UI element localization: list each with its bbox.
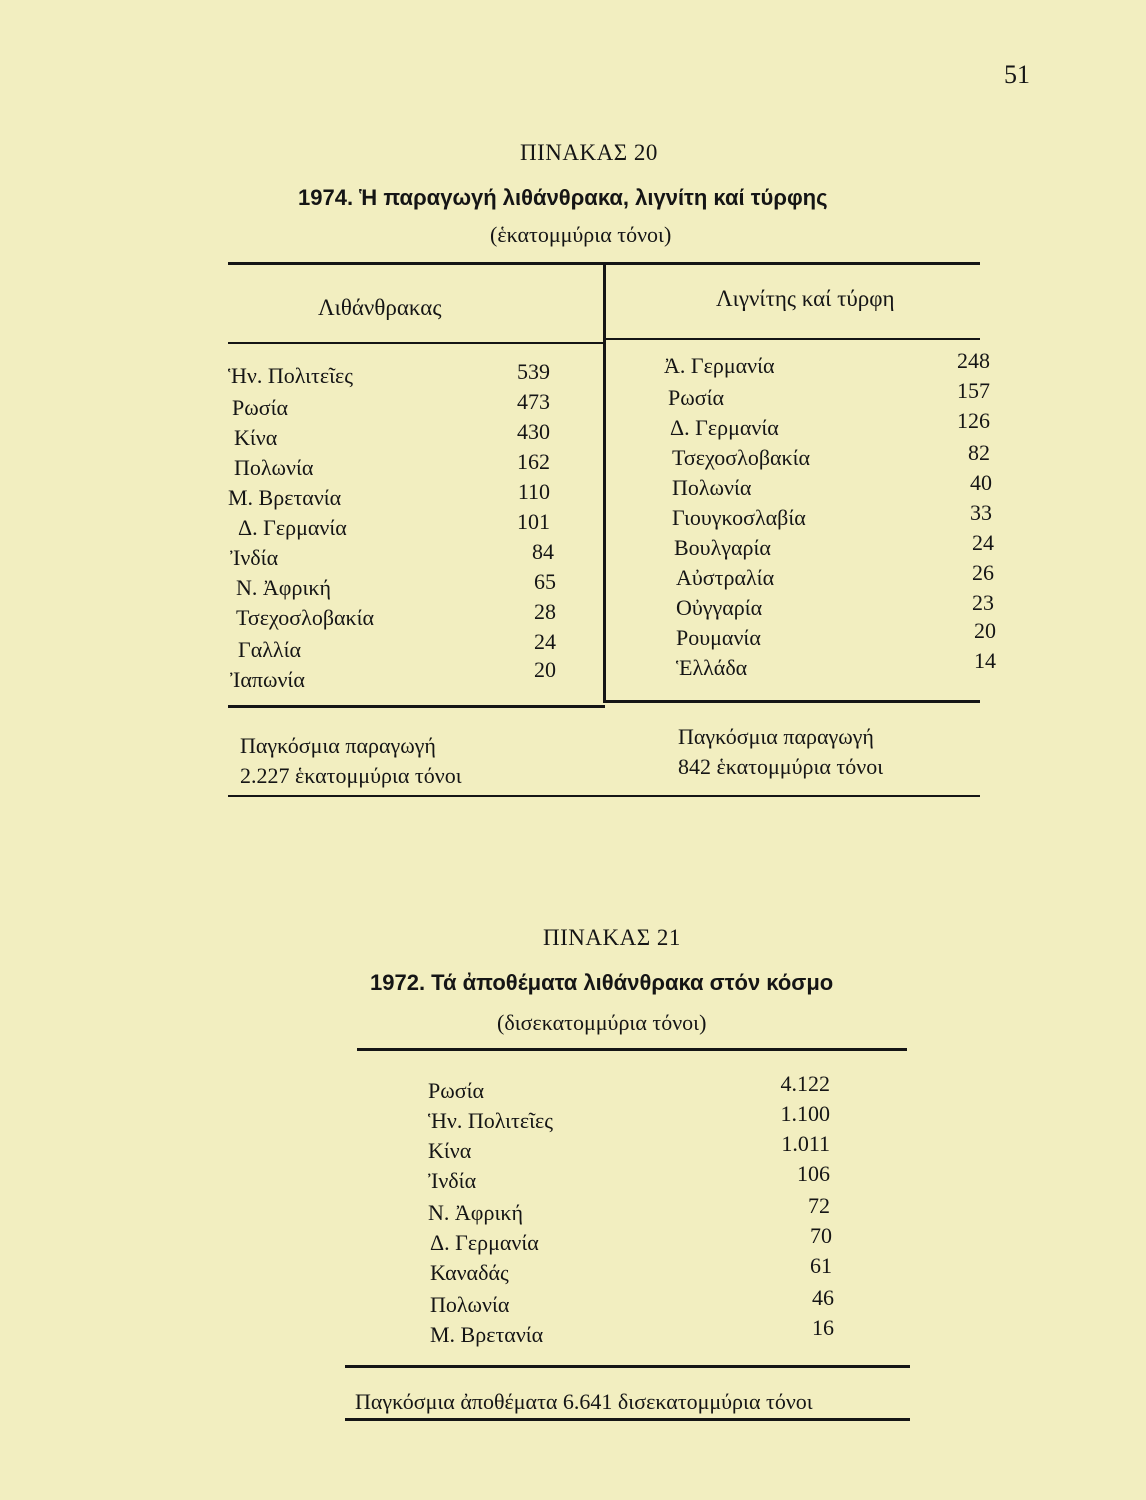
list-item: Δ. Γερμανία <box>670 415 779 440</box>
list-item-value: 84 <box>532 539 554 564</box>
list-item-value: 26 <box>972 560 994 585</box>
list-item: Ρουμανία <box>676 625 761 650</box>
list-item: Ρωσία <box>232 395 289 420</box>
list-item-value: 20 <box>974 618 996 643</box>
table-row-value: 72 <box>808 1193 830 1218</box>
table-20-title: 1974. Ἡ παραγωγή λιθάνθρακα, λιγνίτη καί τύρφης <box>298 185 828 210</box>
list-item: Οὐγγαρία <box>676 595 763 620</box>
table-20-bottom-rule-right <box>603 700 980 703</box>
list-item: Ἰνδία <box>230 545 279 570</box>
table-20-right-total-value: 842 ἑκατομμύρια τόνοι <box>678 754 884 779</box>
table-20-left-total-label: Παγκόσμια παραγωγή <box>240 733 436 758</box>
table-row: Καναδάς <box>430 1260 509 1285</box>
table-20-left-total-value: 2.227 ἑκατομμύρια τόνοι <box>240 763 462 788</box>
table-20-column-divider <box>603 262 606 702</box>
list-item: Ρωσία <box>668 385 725 410</box>
list-item: Δ. Γερμανία <box>238 515 347 540</box>
list-item-value: 248 <box>957 348 990 373</box>
table-20-left-total <box>240 731 462 791</box>
list-item: Ἀ. Γερμανία <box>664 353 775 378</box>
table-row: Ν. Ἀφρική <box>428 1200 523 1225</box>
table-20-right-total-label: Παγκόσμια παραγωγή <box>678 724 874 749</box>
list-item: Αὐστραλία <box>676 565 775 590</box>
list-item: Γιουγκοσλαβία <box>672 505 806 530</box>
table-20-header-rule-left <box>228 342 605 344</box>
table-20-end-rule <box>228 795 980 797</box>
list-item-value: 24 <box>534 629 556 654</box>
list-item-value: 40 <box>970 470 992 495</box>
table-21-label: ΠΙΝΑΚΑΣ 21 <box>543 925 681 950</box>
list-item-value: 23 <box>972 590 994 615</box>
table-20-subtitle: (ἑκατομμύρια τόνοι) <box>490 222 672 247</box>
list-item-value: 539 <box>517 359 550 384</box>
list-item-value: 430 <box>517 419 550 444</box>
table-20-header-rule-right <box>603 338 980 340</box>
list-item: Πολωνία <box>672 475 752 500</box>
page-number: 51 <box>1004 60 1030 89</box>
list-item-value: 65 <box>534 569 556 594</box>
table-20-left-header: Λιθάνθρακας <box>318 295 442 320</box>
table-21-subtitle: (δισεκατομμύρια τόνοι) <box>497 1010 707 1035</box>
table-row: Πολωνία <box>430 1292 510 1317</box>
list-item-value: 162 <box>517 449 550 474</box>
table-20-label: ΠΙΝΑΚΑΣ 20 <box>520 140 658 165</box>
list-item: Τσεχοσλοβακία <box>236 605 375 630</box>
list-item-value: 20 <box>534 657 556 682</box>
list-item: Βουλγαρία <box>674 535 771 560</box>
table-row: Δ. Γερμανία <box>430 1230 539 1255</box>
table-row: Ἡν. Πολιτεῖες <box>428 1108 554 1133</box>
table-20-right-total <box>678 722 883 782</box>
list-item: Ἑλλάδα <box>676 655 748 680</box>
list-item: Μ. Βρετανία <box>228 485 342 510</box>
table-row-value: 70 <box>810 1223 832 1248</box>
table-row-value: 1.100 <box>780 1101 830 1126</box>
list-item-value: 101 <box>517 509 550 534</box>
list-item-value: 33 <box>970 500 992 525</box>
list-item-value: 28 <box>534 599 556 624</box>
table-row: Κίνα <box>428 1138 472 1163</box>
table-row: Μ. Βρετανία <box>430 1322 544 1347</box>
table-21-bottom-rule <box>345 1418 910 1421</box>
list-item-value: 473 <box>517 389 550 414</box>
list-item-value: 157 <box>957 378 990 403</box>
table-21-top-rule <box>357 1048 907 1051</box>
table-row-value: 46 <box>812 1285 834 1310</box>
table-row: Ρωσία <box>428 1078 485 1103</box>
list-item-value: 110 <box>517 479 550 504</box>
list-item-value: 82 <box>968 440 990 465</box>
table-21-title: 1972. Τά ἀποθέματα λιθάνθρακα στόν κόσμο <box>370 970 834 995</box>
list-item-value: 126 <box>957 408 990 433</box>
list-item-value: 14 <box>974 648 996 673</box>
list-item: Πολωνία <box>234 455 314 480</box>
list-item: Γαλλία <box>238 637 302 662</box>
table-21-total-top-rule <box>345 1365 910 1368</box>
table-row-value: 16 <box>812 1315 834 1340</box>
table-row: Ἰνδία <box>428 1168 477 1193</box>
list-item: Ἡν. Πολιτεῖες <box>228 363 354 388</box>
list-item: Τσεχοσλοβακία <box>672 445 811 470</box>
list-item: Ἰαπωνία <box>230 667 305 692</box>
list-item-value: 24 <box>972 530 994 555</box>
list-item: Ν. Ἀφρική <box>236 575 331 600</box>
table-row-value: 4.122 <box>780 1071 830 1096</box>
table-20-right-header: Λιγνίτης καί τύρφη <box>716 286 895 311</box>
table-row-value: 106 <box>797 1161 830 1186</box>
table-row-value: 1.011 <box>781 1131 830 1156</box>
table-21-total: Παγκόσμια ἀποθέματα 6.641 δισεκατομμύρια τόνοι <box>355 1389 813 1414</box>
table-20-bottom-rule-left <box>228 705 605 708</box>
list-item: Κίνα <box>234 425 278 450</box>
table-row-value: 61 <box>810 1253 832 1278</box>
